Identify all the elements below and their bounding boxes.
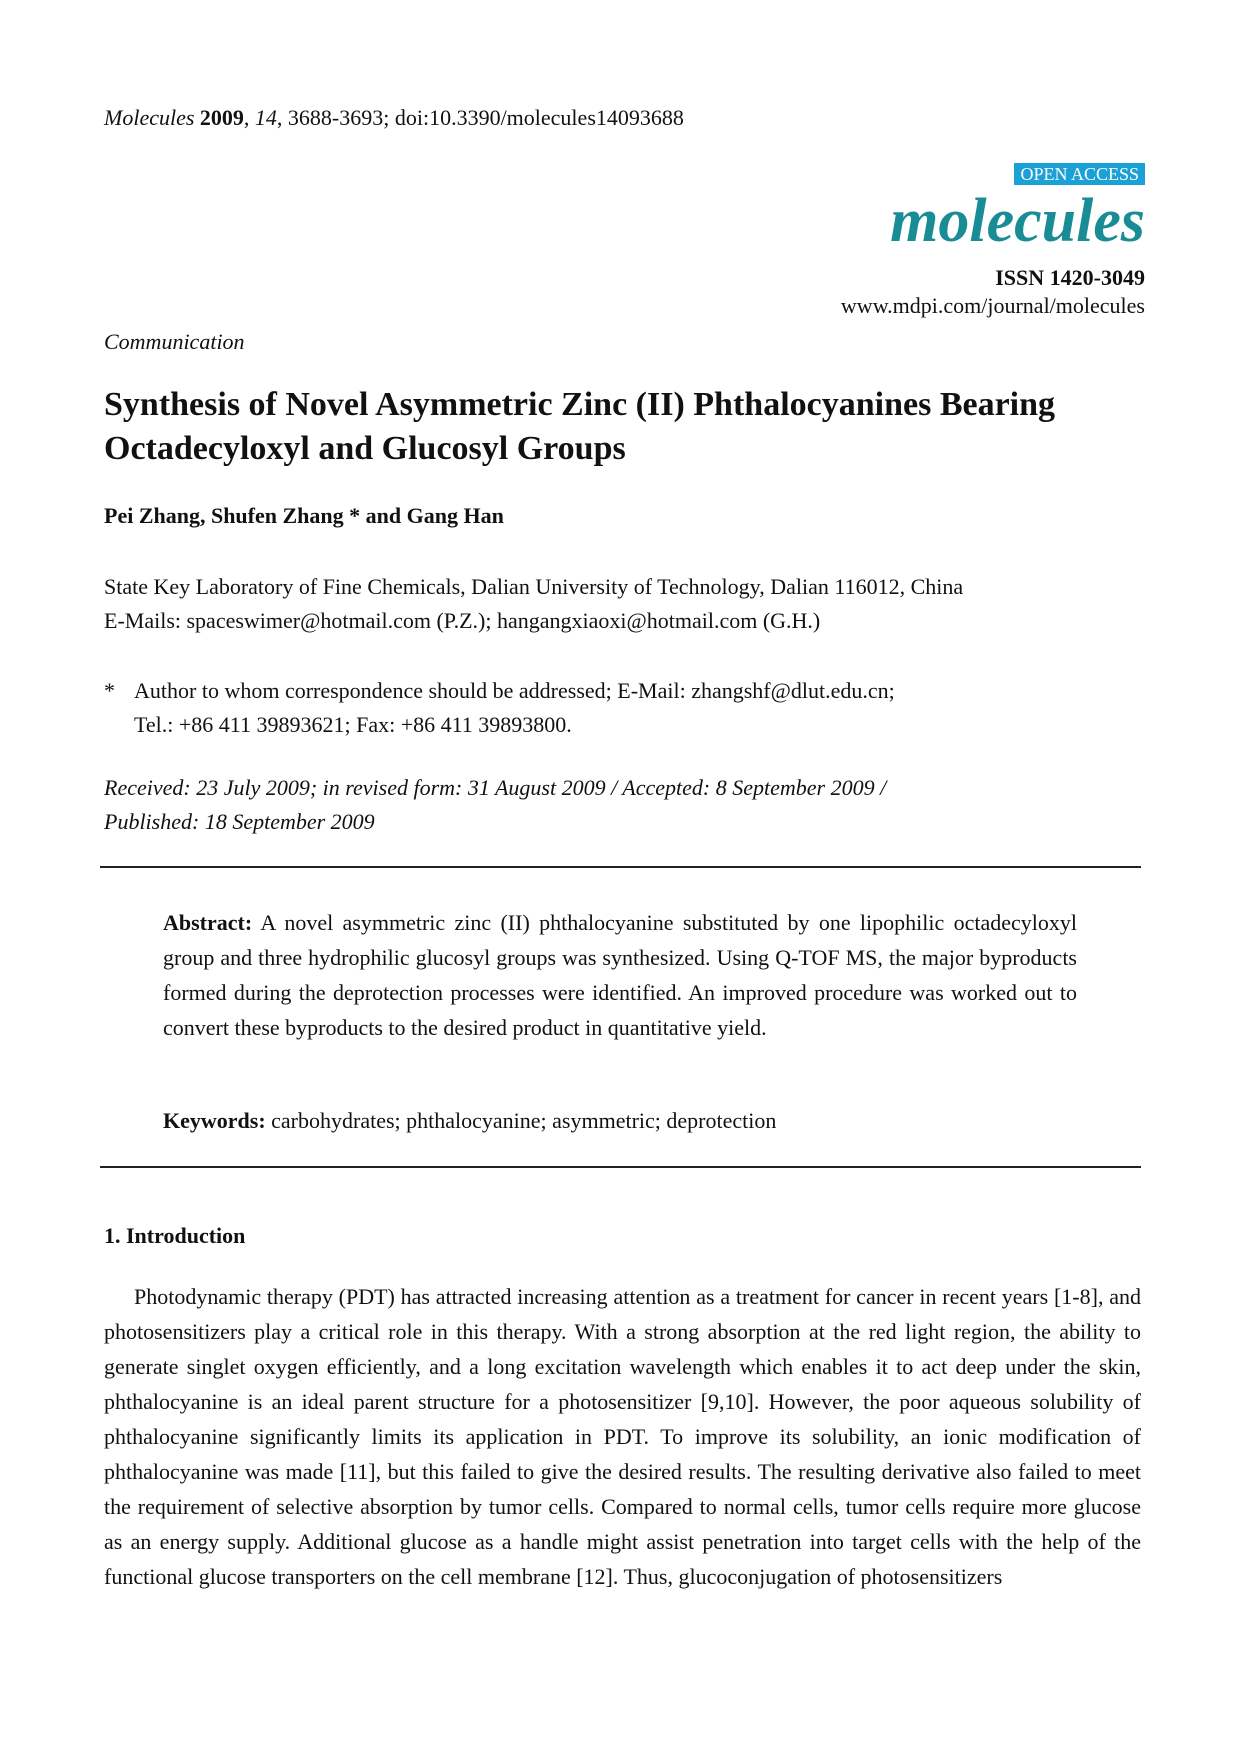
journal-url: www.mdpi.com/journal/molecules	[840, 293, 1145, 318]
issn: ISSN 1420-3049	[995, 265, 1145, 290]
email-line: E-Mails: spaceswimer@hotmail.com (P.Z.); hangangxiaoxi@hotmail.com (G.H.)	[104, 608, 821, 633]
correspondence	[104, 674, 895, 742]
citation-year: 2009	[199, 105, 244, 130]
introduction-body	[104, 1279, 1141, 1594]
article-type: Communication	[104, 329, 245, 354]
section-heading: 1. Introduction	[104, 1223, 246, 1248]
journal-logo: molecules	[890, 187, 1145, 255]
citation-line: Molecules 2009, 14, 3688-3693; doi:10.3390/molecules14093688	[104, 105, 684, 130]
abstract-text: A novel asymmetric zinc (II) phthalocyanine substituted by one lipophilic octadecyloxyl group and three hydrophilic glucosyl groups was synthesized. Using Q-TOF MS, the major byproducts formed during the deprotection processes were identified. An improved procedure was worked out to convert these byproducts to the desired product in quantitative yield.	[163, 910, 1077, 1040]
correspondence-line: Author to whom correspondence should be addressed; E-Mail: zhangshf@dlut.edu.cn;	[134, 678, 895, 703]
bottom-divider	[100, 1166, 1141, 1168]
top-divider	[100, 866, 1141, 868]
paragraph: Photodynamic therapy (PDT) has attracted increasing attention as a treatment for cancer in recent years [1-8], and photosensitizers play a critical role in this therapy. With a strong absorption at the red light region, the ability to generate singlet oxygen efficiently, and a long excitation wavelength which enables it to act deep under the skin, phthalocyanine is an ideal parent structure for a photosensitizer [9,10]. However, the poor aqueous solubility of phthalocyanine significantly limits its application in PDT. To improve its solubility, an ionic modification of phthalocyanine was made [11], but this failed to give the desired results. The resulting derivative also failed to meet the requirement of selective absorption by tumor cells. Compared to normal cells, tumor cells require more glucose as an energy supply. Additional glucose as a handle might assist penetration into target cells with the help of the functional glucose transporters on the cell membrane [12]. Thus, glucoconjugation of photosensitizers	[104, 1284, 1141, 1589]
keywords-label: Keywords:	[163, 1108, 266, 1133]
contact-line: Tel.: +86 411 39893621; Fax: +86 411 39893800.	[134, 712, 572, 737]
dates-line: Received: 23 July 2009; in revised form: 31 August 2009 / Accepted: 8 September 2009 /	[104, 775, 887, 800]
corresponding-star: *	[104, 678, 115, 703]
citation-volume: 14	[254, 105, 277, 130]
abstract-label: Abstract:	[163, 910, 253, 935]
article-dates	[104, 771, 886, 839]
keywords	[163, 1107, 776, 1135]
authors: Pei Zhang, Shufen Zhang * and Gang Han	[104, 503, 504, 528]
abstract	[163, 905, 1077, 1045]
citation-journal: Molecules	[104, 105, 195, 130]
citation-rest: , 3688-3693; doi:10.3390/molecules14093688	[276, 105, 684, 130]
article-title: Synthesis of Novel Asymmetric Zinc (II) Phthalocyanines Bearing Octadecyloxyl and Glucosyl Groups	[104, 386, 1056, 467]
keywords-text: carbohydrates; phthalocyanine; asymmetric; deprotection	[271, 1108, 777, 1133]
affiliation	[104, 570, 963, 638]
affiliation-line: State Key Laboratory of Fine Chemicals, Dalian University of Technology, Dalian 116012, China	[104, 574, 964, 599]
published-line: Published: 18 September 2009	[104, 809, 375, 834]
open-access-badge: OPEN ACCESS	[1014, 163, 1145, 185]
